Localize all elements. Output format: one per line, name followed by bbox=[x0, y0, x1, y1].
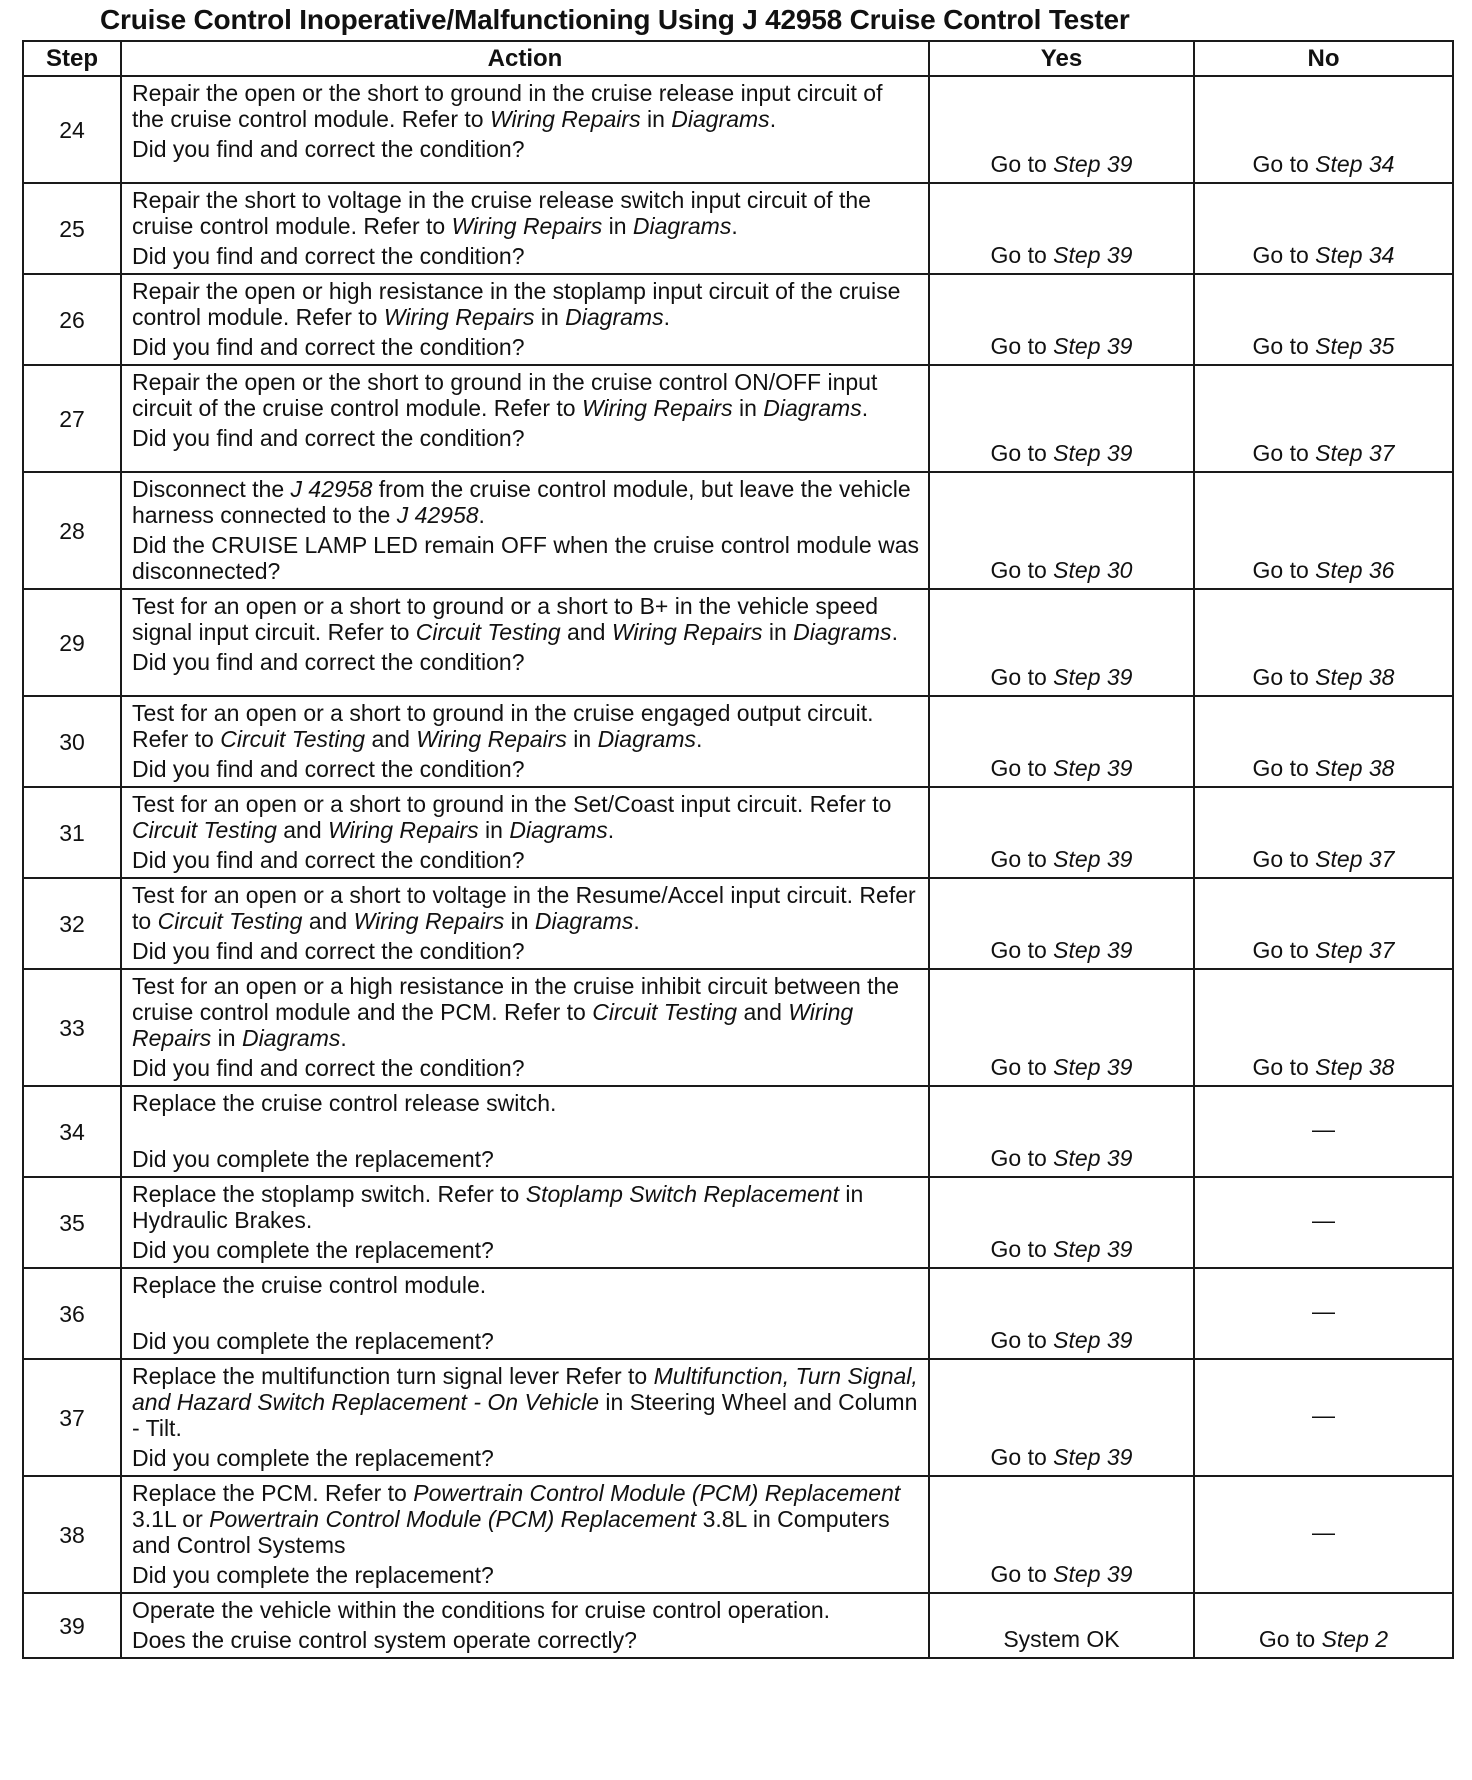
italic-reference: Diagrams bbox=[534, 908, 634, 934]
yes-result bbox=[929, 365, 1194, 472]
action-cell bbox=[121, 1177, 929, 1268]
action-cell bbox=[121, 274, 929, 365]
action-cell bbox=[121, 183, 929, 274]
step-number: 34 bbox=[23, 1086, 121, 1177]
text-run: Test for an open or a short to ground in the Set/Coast input circuit. Refer to bbox=[132, 791, 892, 817]
action-cell bbox=[121, 1476, 929, 1593]
yes-result bbox=[929, 76, 1194, 183]
italic-reference: Circuit Testing bbox=[220, 726, 366, 752]
italic-reference: Step 39 bbox=[1053, 937, 1133, 963]
yes-result bbox=[929, 1086, 1194, 1177]
no-result bbox=[1194, 1359, 1453, 1476]
step-number: 26 bbox=[23, 274, 121, 365]
text-run: . bbox=[731, 213, 738, 239]
action-text bbox=[132, 593, 920, 645]
action-cell bbox=[121, 878, 929, 969]
header-action: Action bbox=[121, 41, 929, 76]
italic-reference: Wiring Repairs bbox=[581, 395, 733, 421]
italic-reference: J 42958 bbox=[396, 502, 479, 528]
action-cell bbox=[121, 1359, 929, 1476]
text-run: in Steering Wheel and Column - Tilt. bbox=[132, 1389, 918, 1441]
text-run: System OK bbox=[1003, 1626, 1120, 1652]
action-question: Did you find and correct the condition? bbox=[132, 756, 525, 782]
action-question: Did you find and correct the condition? bbox=[132, 938, 525, 964]
text-run: Replace the multifunction turn signal lever Refer to bbox=[132, 1363, 654, 1389]
text-run: . bbox=[633, 908, 640, 934]
italic-reference: Step 34 bbox=[1315, 242, 1395, 268]
italic-reference: Diagrams bbox=[509, 817, 608, 843]
text-run: and bbox=[560, 619, 612, 645]
action-text bbox=[132, 973, 920, 1051]
action-text bbox=[132, 1181, 920, 1233]
italic-reference: Diagrams bbox=[763, 395, 862, 421]
action-question: Did you find and correct the condition? bbox=[132, 425, 525, 451]
text-run: Go to bbox=[990, 1054, 1054, 1080]
table-row bbox=[23, 969, 1453, 1086]
no-result bbox=[1194, 787, 1453, 878]
table-body bbox=[23, 76, 1453, 1658]
action-question: Did you find and correct the condition? bbox=[132, 136, 525, 162]
yes-result bbox=[929, 787, 1194, 878]
header-no: No bbox=[1194, 41, 1453, 76]
text-run: Go to bbox=[990, 846, 1054, 872]
step-number: 33 bbox=[23, 969, 121, 1086]
not-applicable-dash: — bbox=[1312, 1402, 1335, 1428]
action-text bbox=[132, 278, 920, 330]
text-run: . bbox=[695, 726, 703, 752]
text-run: . bbox=[663, 304, 670, 330]
text-run: . bbox=[340, 1025, 347, 1051]
text-run: in bbox=[504, 908, 535, 934]
action-cell bbox=[121, 76, 929, 183]
italic-reference: Step 39 bbox=[1053, 846, 1133, 872]
text-run: Test for an open or a short to voltage in the Resume/Accel input circuit. Refer to bbox=[132, 882, 916, 934]
no-result bbox=[1194, 472, 1453, 589]
table-row bbox=[23, 696, 1453, 787]
italic-reference: Diagrams bbox=[597, 726, 696, 752]
text-run: in bbox=[534, 304, 566, 330]
text-run: Go to bbox=[990, 1561, 1054, 1587]
text-run: Go to bbox=[990, 242, 1054, 268]
step-number: 30 bbox=[23, 696, 121, 787]
italic-reference: Step 35 bbox=[1315, 333, 1395, 359]
action-cell bbox=[121, 1593, 929, 1658]
text-run: Repair the open or high resistance in the stoplamp input circuit of the cruise control module. Refer to bbox=[132, 278, 901, 330]
italic-reference: Step 38 bbox=[1315, 1054, 1395, 1080]
action-question: Did you complete the replacement? bbox=[132, 1237, 494, 1263]
action-question: Did you find and correct the condition? bbox=[132, 243, 525, 269]
action-cell bbox=[121, 696, 929, 787]
text-run: Go to bbox=[1258, 1626, 1322, 1652]
italic-reference: Step 30 bbox=[1053, 557, 1133, 583]
text-run: Go to bbox=[990, 333, 1054, 359]
table-row bbox=[23, 1177, 1453, 1268]
action-cell bbox=[121, 1268, 929, 1359]
diagnostic-table bbox=[22, 40, 1454, 1659]
step-number: 32 bbox=[23, 878, 121, 969]
text-run: in bbox=[602, 213, 633, 239]
action-text bbox=[132, 80, 920, 132]
table-row bbox=[23, 365, 1453, 472]
text-run: Repair the open or the short to ground in the cruise release input circuit of the cruise control module. Refer to bbox=[132, 80, 883, 132]
step-number: 35 bbox=[23, 1177, 121, 1268]
text-run: Operate the vehicle within the conditions for cruise control operation. bbox=[132, 1597, 831, 1623]
header-yes: Yes bbox=[929, 41, 1194, 76]
yes-result bbox=[929, 696, 1194, 787]
action-question: Does the cruise control system operate correctly? bbox=[132, 1627, 637, 1653]
italic-reference: Wiring Repairs bbox=[416, 726, 567, 752]
action-text bbox=[132, 700, 920, 752]
text-run: and bbox=[737, 999, 789, 1025]
no-result bbox=[1194, 969, 1453, 1086]
no-result bbox=[1194, 696, 1453, 787]
text-run: Go to bbox=[1252, 755, 1316, 781]
table-row bbox=[23, 787, 1453, 878]
yes-result bbox=[929, 183, 1194, 274]
italic-reference: Stoplamp Switch Replacement bbox=[525, 1181, 839, 1207]
table-row bbox=[23, 878, 1453, 969]
italic-reference: Wiring Repairs bbox=[353, 908, 505, 934]
italic-reference: Step 37 bbox=[1315, 846, 1395, 872]
text-run: . bbox=[861, 395, 869, 421]
header-step: Step bbox=[23, 41, 121, 76]
step-number: 39 bbox=[23, 1593, 121, 1658]
text-run: and bbox=[365, 726, 417, 752]
step-number: 28 bbox=[23, 472, 121, 589]
action-cell bbox=[121, 472, 929, 589]
table-row bbox=[23, 1593, 1453, 1658]
text-run: Test for an open or a high resistance in the cruise inhibit circuit between the cruise control module and the PCM. Refer to bbox=[132, 973, 900, 1025]
not-applicable-dash: — bbox=[1312, 1519, 1335, 1545]
italic-reference: Step 2 bbox=[1321, 1626, 1389, 1652]
no-result bbox=[1194, 365, 1453, 472]
step-number: 38 bbox=[23, 1476, 121, 1593]
text-run: Go to bbox=[1252, 846, 1316, 872]
text-run: in bbox=[762, 619, 794, 645]
action-question: Did you complete the replacement? bbox=[132, 1445, 494, 1471]
text-run: Go to bbox=[990, 664, 1054, 690]
italic-reference: Step 37 bbox=[1315, 440, 1395, 466]
action-cell bbox=[121, 365, 929, 472]
no-result bbox=[1194, 1086, 1453, 1177]
action-question: Did you find and correct the condition? bbox=[132, 1055, 525, 1081]
not-applicable-dash: — bbox=[1312, 1116, 1335, 1142]
text-run: from the cruise control module, but leave the vehicle harness connected to the bbox=[132, 476, 911, 528]
italic-reference: Step 39 bbox=[1053, 1236, 1133, 1262]
text-run: in bbox=[732, 395, 764, 421]
text-run: Go to bbox=[990, 755, 1054, 781]
italic-reference: Step 34 bbox=[1315, 151, 1395, 177]
text-run: Go to bbox=[1252, 937, 1316, 963]
italic-reference: Wiring Repairs bbox=[328, 817, 479, 843]
text-run: Repair the short to voltage in the cruise release switch input circuit of the cruise control module. Refer to bbox=[132, 187, 871, 239]
text-run: . bbox=[769, 106, 777, 132]
text-run: Test for an open or a short to ground or a short to B+ in the vehicle speed signal input circuit. Refer to bbox=[132, 593, 879, 645]
italic-reference: Step 38 bbox=[1315, 755, 1395, 781]
italic-reference: Circuit Testing bbox=[157, 908, 303, 934]
italic-reference: Circuit Testing bbox=[415, 619, 561, 645]
yes-result bbox=[929, 1593, 1194, 1658]
action-text bbox=[132, 1480, 920, 1558]
italic-reference: Circuit Testing bbox=[132, 817, 277, 843]
action-cell bbox=[121, 1086, 929, 1177]
no-result bbox=[1194, 183, 1453, 274]
no-result bbox=[1194, 589, 1453, 696]
italic-reference: Wiring Repairs bbox=[611, 619, 763, 645]
text-run: . bbox=[478, 502, 485, 528]
text-run: Replace the cruise control release switch. bbox=[132, 1090, 557, 1116]
action-text bbox=[132, 1090, 920, 1116]
text-run: in bbox=[640, 106, 672, 132]
action-question: Did the CRUISE LAMP LED remain OFF when the cruise control module was disconnected? bbox=[132, 532, 919, 584]
not-applicable-dash: — bbox=[1312, 1298, 1335, 1324]
no-result bbox=[1194, 1476, 1453, 1593]
text-run: Replace the stoplamp switch. Refer to bbox=[132, 1181, 526, 1207]
text-run: Go to bbox=[990, 1327, 1054, 1353]
table-row bbox=[23, 1359, 1453, 1476]
text-run: Go to bbox=[1252, 151, 1316, 177]
italic-reference: Step 39 bbox=[1053, 1561, 1133, 1587]
no-result bbox=[1194, 1268, 1453, 1359]
text-run: in bbox=[566, 726, 598, 752]
text-run: . bbox=[891, 619, 898, 645]
italic-reference: Step 38 bbox=[1315, 664, 1395, 690]
italic-reference: Powertrain Control Module (PCM) Replacement bbox=[413, 1480, 901, 1506]
yes-result bbox=[929, 472, 1194, 589]
table-header-row bbox=[23, 41, 1453, 76]
text-run: Go to bbox=[1252, 664, 1316, 690]
text-run: Go to bbox=[990, 1444, 1054, 1470]
text-run: Go to bbox=[1252, 1054, 1316, 1080]
table-row bbox=[23, 274, 1453, 365]
text-run: . bbox=[607, 817, 615, 843]
action-text bbox=[132, 791, 920, 843]
yes-result bbox=[929, 1476, 1194, 1593]
yes-result bbox=[929, 1268, 1194, 1359]
text-run: Go to bbox=[990, 937, 1054, 963]
no-result bbox=[1194, 1177, 1453, 1268]
text-run: Replace the PCM. Refer to bbox=[132, 1480, 414, 1506]
italic-reference: Step 39 bbox=[1053, 440, 1133, 466]
italic-reference: Step 37 bbox=[1315, 937, 1395, 963]
text-run: Test for an open or a short to ground in the cruise engaged output circuit. Refer to bbox=[132, 700, 874, 752]
action-cell bbox=[121, 589, 929, 696]
text-run: and bbox=[276, 817, 329, 843]
text-run: Go to bbox=[990, 557, 1054, 583]
italic-reference: Diagrams bbox=[671, 106, 770, 132]
italic-reference: Diagrams bbox=[793, 619, 892, 645]
italic-reference: Step 39 bbox=[1053, 664, 1133, 690]
table-row bbox=[23, 76, 1453, 183]
text-run: Go to bbox=[990, 151, 1054, 177]
italic-reference: Diagrams bbox=[241, 1025, 341, 1051]
text-run: Go to bbox=[990, 440, 1054, 466]
step-number: 36 bbox=[23, 1268, 121, 1359]
action-text bbox=[132, 1272, 920, 1298]
action-question: Did you find and correct the condition? bbox=[132, 847, 525, 873]
action-text bbox=[132, 187, 920, 239]
action-text bbox=[132, 369, 920, 421]
action-cell bbox=[121, 969, 929, 1086]
italic-reference: Multifunction, Turn Signal, and Hazard Switch Replacement - On Vehicle bbox=[132, 1363, 918, 1415]
no-result bbox=[1194, 274, 1453, 365]
table-row bbox=[23, 1086, 1453, 1177]
italic-reference: Step 36 bbox=[1315, 557, 1395, 583]
action-question: Did you complete the replacement? bbox=[132, 1146, 494, 1172]
action-question: Did you complete the replacement? bbox=[132, 1328, 494, 1354]
text-run: Repair the open or the short to ground in the cruise control ON/OFF input circuit of the cruise control module. Refer to bbox=[132, 369, 878, 421]
italic-reference: Step 39 bbox=[1053, 755, 1133, 781]
not-applicable-dash: — bbox=[1312, 1207, 1335, 1233]
text-run: Go to bbox=[1252, 440, 1316, 466]
no-result bbox=[1194, 1593, 1453, 1658]
step-number: 24 bbox=[23, 76, 121, 183]
text-run: in Hydraulic Brakes. bbox=[132, 1181, 864, 1233]
step-number: 27 bbox=[23, 365, 121, 472]
action-question: Did you complete the replacement? bbox=[132, 1562, 494, 1588]
step-number: 29 bbox=[23, 589, 121, 696]
yes-result bbox=[929, 1359, 1194, 1476]
italic-reference: Wiring Repairs bbox=[383, 304, 535, 330]
italic-reference: Wiring Repairs bbox=[451, 213, 603, 239]
italic-reference: Step 39 bbox=[1053, 242, 1133, 268]
text-run: 3.1L or bbox=[132, 1506, 210, 1532]
italic-reference: Step 39 bbox=[1053, 1145, 1133, 1171]
table-row bbox=[23, 472, 1453, 589]
italic-reference: Step 39 bbox=[1053, 1444, 1133, 1470]
action-question: Did you find and correct the condition? bbox=[132, 649, 525, 675]
no-result bbox=[1194, 76, 1453, 183]
yes-result bbox=[929, 589, 1194, 696]
italic-reference: Diagrams bbox=[632, 213, 732, 239]
action-text bbox=[132, 476, 920, 528]
table-row bbox=[23, 183, 1453, 274]
action-text bbox=[132, 882, 920, 934]
italic-reference: Step 39 bbox=[1053, 333, 1133, 359]
italic-reference: Step 39 bbox=[1053, 1054, 1133, 1080]
action-text bbox=[132, 1597, 920, 1623]
text-run: Disconnect the bbox=[132, 476, 291, 502]
step-number: 37 bbox=[23, 1359, 121, 1476]
italic-reference: Step 39 bbox=[1053, 151, 1133, 177]
action-cell bbox=[121, 787, 929, 878]
text-run: and bbox=[302, 908, 354, 934]
table-row bbox=[23, 1268, 1453, 1359]
yes-result bbox=[929, 1177, 1194, 1268]
italic-reference: Wiring Repairs bbox=[132, 999, 854, 1051]
italic-reference: Powertrain Control Module (PCM) Replacement bbox=[209, 1506, 697, 1532]
yes-result bbox=[929, 274, 1194, 365]
step-number: 25 bbox=[23, 183, 121, 274]
yes-result bbox=[929, 969, 1194, 1086]
italic-reference: Diagrams bbox=[565, 304, 664, 330]
action-question: Did you find and correct the condition? bbox=[132, 334, 525, 360]
text-run: in bbox=[211, 1025, 242, 1051]
text-run: in bbox=[478, 817, 510, 843]
text-run: Go to bbox=[990, 1236, 1054, 1262]
page-title: Cruise Control Inoperative/Malfunctioning Using J 42958 Cruise Control Tester bbox=[100, 4, 1130, 35]
text-run: Go to bbox=[1252, 242, 1316, 268]
text-run: Go to bbox=[1252, 557, 1316, 583]
italic-reference: Step 39 bbox=[1053, 1327, 1133, 1353]
action-text bbox=[132, 1363, 920, 1441]
yes-result bbox=[929, 878, 1194, 969]
step-number: 31 bbox=[23, 787, 121, 878]
text-run: Replace the cruise control module. bbox=[132, 1272, 487, 1298]
table-row bbox=[23, 1476, 1453, 1593]
italic-reference: Wiring Repairs bbox=[489, 106, 641, 132]
italic-reference: Circuit Testing bbox=[592, 999, 738, 1025]
text-run: Go to bbox=[1252, 333, 1316, 359]
table-row bbox=[23, 589, 1453, 696]
text-run: 3.8L in Computers and Control Systems bbox=[132, 1506, 890, 1558]
text-run: Go to bbox=[990, 1145, 1054, 1171]
no-result bbox=[1194, 878, 1453, 969]
italic-reference: J 42958 bbox=[290, 476, 373, 502]
